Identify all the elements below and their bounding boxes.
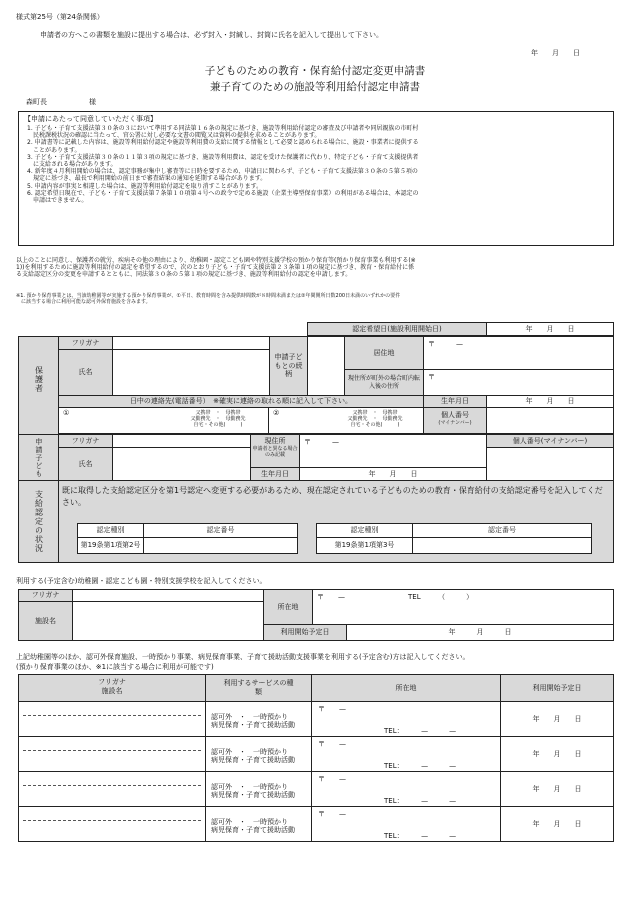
status-label: 支給認定の状況 (34, 490, 44, 553)
current-address-field[interactable] (299, 434, 487, 468)
submission-instruction: 申請者の方へこの書類を施設に提出する場合は、必ず封入・封緘し、封筒に氏名を記入して提出して下さい。 (40, 31, 383, 39)
consent-item: 5. 申請内容が事実と相違した場合は、施設等利用給付認定を取り消すことがあります。 (27, 182, 263, 190)
child-label: 申請子ども (34, 437, 43, 478)
os-service-opt: 病児保育・子育て援助活動 (211, 791, 295, 800)
application-date[interactable]: 年 月 日 (531, 49, 580, 57)
os-service-opt: 認可外 ・ 一時預かり (211, 783, 288, 791)
os-service-field[interactable] (205, 806, 312, 842)
other-services-subheading: (預かり保育事業のほか、※1に該当する場合に利用が可能です) (16, 663, 214, 671)
contact-option: 自宅・その他( ) (350, 422, 400, 428)
current-address-label: 現住所 (264, 437, 286, 445)
personal-no-label: 個人番号 (441, 411, 469, 419)
consent-items (27, 125, 612, 204)
os-service-opt: 病児保育・子育て援助活動 (211, 826, 295, 835)
child-label-cell (18, 434, 59, 481)
statement-line: 1))を利用するために施設等利用給付の認定を希望するので、次のとおり子ども・子育て支援法第２３条第１項の規定に基づき、教育・保育給付に係 (16, 264, 415, 272)
status-area (58, 480, 614, 563)
kg-furigana-label: フリガナ (18, 589, 73, 602)
contact-option: 自宅・その他( ) (193, 422, 243, 428)
address-field[interactable] (423, 336, 614, 370)
contact-option: 父勤務先 ・ 母勤務先 (190, 416, 246, 422)
os-header-facility (18, 674, 206, 702)
guardian-name-field[interactable] (112, 349, 270, 396)
consent-item: 規定に基づき、最長で利用開始の前日まで審査結果の通知を延期する場合があります。 (27, 175, 267, 183)
consent-item: 2. 申請書等に記載した内容は、施設等利用給付認定や施設等利用費の支給に関する情報として必要と認められる場合に、施設・事業者に提供する (27, 139, 419, 147)
os-service-field[interactable] (205, 701, 312, 737)
desired-date-label: 認定希望日(施設利用開始日) (307, 322, 487, 336)
os-facility-field[interactable] (18, 771, 206, 807)
consent-item: 民税課税状況の確認に当たって、官公署に対し必要な文書の閲覧又は資料の提供を求めることがあります。 (27, 132, 321, 140)
child-birth-label: 生年月日 (250, 467, 300, 481)
os-postal: 〒 — (318, 810, 346, 818)
outside-address-field[interactable] (423, 369, 614, 396)
os-service-field[interactable] (205, 771, 312, 807)
relation-label: 申請子どもとの続柄 (269, 336, 308, 396)
contact-1-field[interactable] (58, 407, 269, 434)
os-header-service: 利用するサービスの種類 (205, 674, 312, 702)
footnote-line: に該当する場合に利用可能な認可外保育施設を含みます。 (16, 299, 151, 305)
statement-line: る支給認定区分の変更を申請するとともに、同法第３０条の５第１項の規定に基づき、施設等利用給付の認定を申請します。 (16, 271, 352, 279)
address-label: 居住地 (344, 336, 424, 370)
consent-item: 申請はできません。 (27, 196, 88, 204)
cert-type-value-1: 第19条第1項第2号 (77, 537, 144, 554)
os-service-opt: 病児保育・子育て援助活動 (211, 721, 295, 730)
document-title-1: 子どものための教育・保育給付認定変更申請書 (204, 65, 426, 77)
os-tel: TEL： — — (384, 727, 457, 735)
contact-label: 日中の連絡先(電話番号） ※確実に連絡の取れる順に記入して下さい。 (58, 395, 424, 408)
cert-type-header-1: 認定種別 (77, 523, 144, 538)
cert-type-header-2: 認定種別 (316, 523, 413, 538)
cert-no-header-1: 認定番号 (143, 523, 298, 538)
guardian-name-label: 氏名 (58, 349, 113, 396)
statement (16, 257, 616, 279)
os-facility-field[interactable] (18, 701, 206, 737)
guardian-birth-field[interactable]: 年 月 日 (486, 395, 614, 408)
os-header-location: 所在地 (311, 674, 501, 702)
kg-location-field[interactable] (312, 589, 614, 625)
guardian-label: 保護者 (34, 365, 44, 393)
os-location-field[interactable] (311, 736, 501, 772)
form-number: 様式第25号（第24条関係） (16, 13, 104, 21)
personal-no-field[interactable] (486, 407, 614, 434)
child-furigana-label: フリガナ (58, 434, 113, 448)
os-header-start: 利用開始予定日 (500, 674, 614, 702)
other-services-heading: 上記幼稚園等のほか、認可外保育施設、一時預かり事業、病児保育事業、子育て援助活動支援事業を利用する(予定含む)方は記入してください。 (16, 653, 470, 661)
consent-item: 4. 新年度４月利用開始の場合は、認定事務が集中し審査等に日時を要するため、申請日に関わらず、子ども・子育て支援法第３０条の５第５項の (27, 168, 418, 176)
relation-field[interactable] (307, 336, 345, 396)
desired-date-field[interactable]: 年 月 日 (486, 322, 614, 336)
os-tel: TEL： — — (384, 832, 457, 840)
status-text: 既に取得した支給認定区分を第1号認定へ変更する必要があるため、現在認定されている子どものための教育・保育給付の支給認定番号を記入してください。 (62, 486, 603, 507)
contact-1-options (173, 410, 263, 428)
child-personal-no-label: 個人番号(マイナンバー) (486, 434, 614, 448)
address-postal: 〒 — (428, 340, 463, 348)
consent-item: 1. 子ども・子育て支援法第３０条の３において準用する同法第１６条の規定に基づき、施設等利用給付認定の審査及び申請者や同居親族の市町村 (27, 125, 419, 132)
child-name-field[interactable] (112, 447, 251, 481)
os-start-field[interactable]: 年 月 日 (500, 736, 614, 772)
guardian-birth-label: 生年月日 (423, 395, 487, 408)
cert-no-field-2[interactable] (412, 537, 592, 554)
os-service-opt: 認可外 ・ 一時預かり (211, 748, 288, 756)
guardian-furigana-field[interactable] (112, 336, 270, 350)
outside-address-label: 現住所が町外の場合町内転入後の住所 (344, 369, 424, 396)
consent-item: 3. 子ども・子育て支援法第３０条の１１第３項の規定に基づき、施設等利用費は、認定を受けた保護者に代わり、特定子ども・子育て支援提供者 (27, 153, 419, 161)
current-address-label-cell (250, 434, 300, 468)
current-address-postal: 〒 — (304, 438, 339, 446)
os-service-opt: 認可外 ・ 一時預かり (211, 818, 288, 826)
child-birth-field[interactable]: 年 月 日 (299, 467, 487, 481)
os-facility-field[interactable] (18, 806, 206, 842)
child-name-label: 氏名 (58, 447, 113, 481)
document-title-2: 兼子育てのための施設等利用給付認定申請書 (210, 81, 420, 93)
guardian-label-cell (18, 336, 59, 422)
consent-box (18, 111, 614, 246)
guardian-furigana-label: フリガナ (58, 336, 113, 350)
contact-option: 父携帯 ・ 母携帯 (195, 410, 241, 416)
os-location-field[interactable] (311, 771, 501, 807)
os-header-name: 施設名 (101, 686, 123, 695)
child-furigana-field[interactable] (112, 434, 251, 448)
os-postal: 〒 — (318, 740, 346, 748)
contact-option: 父勤務先 ・ 母勤務先 (347, 416, 403, 422)
os-service-opt: 認可外 ・ 一時預かり (211, 713, 288, 721)
os-postal: 〒 — (318, 705, 346, 713)
guardian-label-extension (18, 421, 59, 435)
personal-no-label-cell (423, 407, 487, 434)
kindergarten-heading: 利用する(予定含む)幼稚園・認定こども園・特別支援学校を記入してください。 (16, 577, 267, 585)
os-facility-field[interactable] (18, 736, 206, 772)
addressee: 森町長 様 (26, 98, 96, 106)
cert-no-field-1[interactable] (143, 537, 298, 554)
kg-start-label: 利用開始予定日 (263, 624, 347, 641)
consent-item: ことがあります。 (27, 146, 81, 154)
os-start-field[interactable]: 年 月 日 (500, 701, 614, 737)
status-label-cell (18, 480, 59, 563)
contact-2-field[interactable] (268, 407, 424, 434)
consent-heading: 【申請にあたって同意していただく事項】 (24, 115, 157, 123)
os-location-field[interactable] (311, 701, 501, 737)
consent-item: に支給される場合があります。 (27, 160, 117, 168)
contact-2-options (329, 410, 421, 428)
os-location-field[interactable] (311, 806, 501, 842)
consent-item: 6. 認定希望日現在で、子ども・子育て支援法第７条第１０項第４号への政令で定める施設（企業主導型保育事業）の利用がある場合は、本認定の (27, 189, 419, 197)
contact-2-marker: ② (273, 409, 280, 417)
os-header-furigana: フリガナ (98, 678, 126, 686)
kg-name-label: 施設名 (18, 601, 73, 641)
os-service-opt: 病児保育・子育て援助活動 (211, 756, 295, 765)
contact-option: 父携帯 ・ 母携帯 (352, 410, 398, 416)
cert-type-value-2: 第19条第1項第3号 (316, 537, 413, 554)
outside-address-postal: 〒 (428, 373, 435, 381)
os-tel: TEL： — — (384, 797, 457, 805)
os-start-field[interactable]: 年 月 日 (500, 806, 614, 842)
os-postal: 〒 — (318, 775, 346, 783)
footnote-line: ※1. 預かり保育事業とは、当該幼稚園等が実施する預かり保育事業が、①平日、教育時間を含み提供時間数が８時間未満または②年間開所日数200日未満のいずれかの要件 (16, 293, 401, 299)
kg-name-field[interactable] (72, 601, 264, 641)
personal-no-sublabel: (マイナンバー) (438, 419, 472, 426)
contact-1-marker: ① (63, 409, 70, 417)
kg-tel: TEL （ ） (408, 593, 474, 601)
current-address-sublabel: 申請者と異なる場合のみ記載 (252, 445, 298, 458)
os-service-field[interactable] (205, 736, 312, 772)
footnote (16, 293, 616, 305)
os-start-field[interactable]: 年 月 日 (500, 771, 614, 807)
os-tel: TEL： — — (384, 762, 457, 770)
kg-location-label: 所在地 (263, 589, 313, 625)
kg-start-field[interactable]: 年 月 日 (346, 624, 614, 641)
statement-line: 以上のことに同意し、保護者の就労、疾病その他の理由により、幼稚園・認定こども園や特別支援学校の預かり保育等(預かり保育事業も利用する(※ (16, 257, 416, 264)
kg-postal: 〒 — (317, 593, 345, 601)
child-personal-no-field[interactable] (486, 447, 614, 481)
cert-no-header-2: 認定番号 (412, 523, 592, 538)
